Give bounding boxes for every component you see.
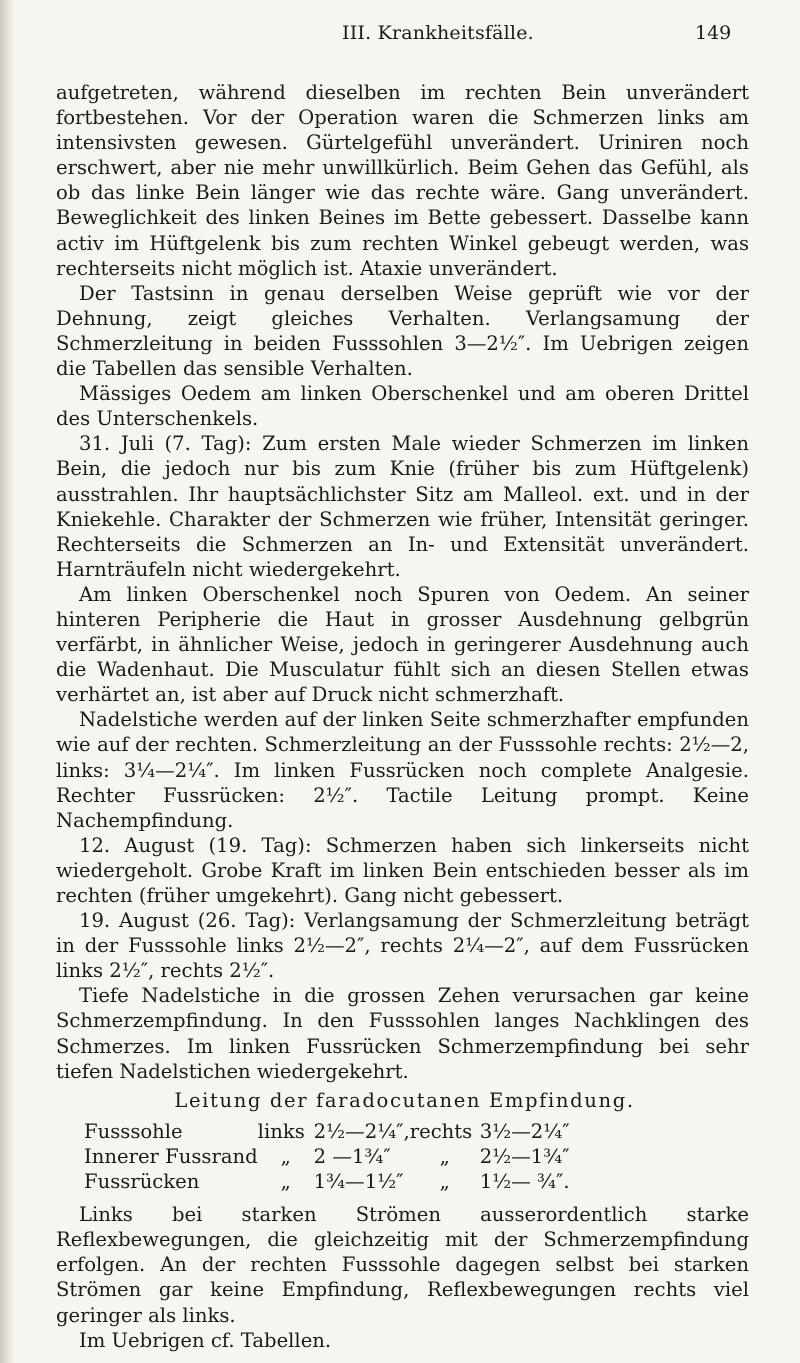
- table-row: [84, 1119, 570, 1144]
- paragraph-31-juli: 31. Juli (7. Tag): Zum ersten Male wieder Schmerzen im linken Bein, die jedoch nur bis zum Knie (früher bis zum Hüftgelenk) ausstrahlen. Ihr hauptsächlichster Sitz am Malleol. ext. und in der Kniekehle. Charakter der Schmerzen wie früher, Intensität geringer. Rechterseits die Schmerzen an In- und Extensität unverändert. Harnträufeln nicht wiedergekehrt.: [56, 432, 749, 581]
- page-header: [0, 20, 800, 54]
- table-heading: Leitung der faradocutanen Empfindung.: [174, 1088, 635, 1112]
- page-body: [56, 80, 749, 1353]
- table-row: [84, 1169, 570, 1194]
- row-left-value: 1¾—1½″: [313, 1170, 404, 1194]
- paragraph-tastsinn: Der Tastsinn in genau derselben Weise geprüft wie vor der Dehnung, zeigt gleiches Verhalten. Verlangsamung der Schmerzleitung in beiden Fusssohlen 3—2½″. Im Uebrigen zeigen die Tabellen das sensible Verhalten.: [56, 281, 749, 381]
- paragraph-tiefe-nadelstiche: Tiefe Nadelstiche in die grossen Zehen verursachen gar keine Schmerzempfindung. In den Fusssohlen langes Nachklingen des Schmerzes. Im linken Fussrücken Schmerzempfindung bei sehr tiefen Nadelstichen wiedergekehrt.: [56, 984, 749, 1083]
- paragraph-12-august: 12. August (19. Tag): Schmerzen haben sich linkerseits nicht wiedergeholt. Grobe Kraft im linken Bein entschieden besser als im rechten (früher umgekehrt). Gang nicht gebessert.: [56, 833, 749, 907]
- row-side: „: [280, 1170, 291, 1194]
- running-head: III. Krankheitsfälle.: [342, 22, 534, 44]
- paragraph-nadelstiche: Nadelstiche werden auf der linken Seite schmerzhafter empfunden wie auf der rechten. Schmerzleitung an der Fusssohle rechts: 2½—2, links: 3¼—2¼″. Im linken Fussrücken noch complete Analgesie. Rechter Fussrücken: 2½″. Tactile Leitung prompt. Keine Nachempfindung.: [56, 708, 749, 832]
- row-left-value: 2 —1¾″: [313, 1144, 391, 1168]
- row-side: „: [280, 1144, 291, 1168]
- table-row: [84, 1144, 570, 1169]
- page-binding-shadow: [0, 0, 14, 1363]
- page-number: 149: [695, 22, 732, 44]
- paragraph-19-august: 19. August (26. Tag): Verlangsamung der Schmerzleitung beträgt in der Fusssohle links 2½—2″, rechts 2¼—2″, auf dem Fussrücken links 2½″, rechts 2½″.: [56, 909, 749, 983]
- row-right-label: rechts: [409, 1119, 473, 1143]
- row-side: links: [257, 1119, 305, 1143]
- paragraph-continued: aufgetreten, während dieselben im rechten Bein unverändert fortbestehen. Vor der Operation waren die Schmerzen links am intensivsten gewesen. Gürtelgefühl unverändert. Uriniren noch erschwert, aber nie mehr unwillkürlich. Beim Gehen das Gefühl, als ob das linke Bein länger wie das rechte wäre. Gang unverändert. Beweglichkeit des linken Beines im Bette gebessert. Dasselbe kann activ im Hüftgelenk bis zum rechten Winkel gebeugt werden, was rechterseits nicht möglich ist. Ataxie unverändert.: [56, 81, 749, 280]
- row-right-label: „: [439, 1144, 450, 1168]
- row-right-label: „: [439, 1170, 450, 1194]
- row-label: Fussrücken: [84, 1170, 200, 1194]
- paragraph-oedem: Mässiges Oedem am linken Oberschenkel und am oberen Drittel des Unterschenkels.: [56, 382, 749, 431]
- row-right-value: 2½—1¾″: [479, 1144, 570, 1168]
- paragraph-oberschenkel: Am linken Oberschenkel noch Spuren von Oedem. An seiner hinteren Peripherie die Haut in grosser Ausdehnung gelbgrün verfärbt, in ähnlicher Weise, jedoch in geringerer Ausdehnung auch die Wadenhaut. Die Musculatur fühlt sich an diesen Stellen etwas verhärtet an, ist aber auf Druck nicht schmerzhaft.: [56, 582, 749, 707]
- row-label: Fusssohle: [84, 1119, 183, 1143]
- row-left-value: 2½—2¼″,: [313, 1119, 410, 1143]
- row-right-value: 3½—2¼″: [479, 1119, 570, 1143]
- paragraph-reflexbewegungen: Links bei starken Strömen ausserordentlich starke Reflexbewegungen, die gleichzeitig mit der Schmerzempfindung erfolgen. An der rechten Fusssohle dagegen selbst bei starken Strömen gar keine Empfindung, Reflexbewegungen rechts viel geringer als links.: [56, 1203, 749, 1327]
- row-right-value: 1½— ¾″.: [479, 1170, 570, 1194]
- conduction-table: [84, 1119, 570, 1194]
- paragraph-tabellen: Im Uebrigen cf. Tabellen.: [79, 1328, 332, 1352]
- row-label: Innerer Fussrand: [84, 1144, 258, 1168]
